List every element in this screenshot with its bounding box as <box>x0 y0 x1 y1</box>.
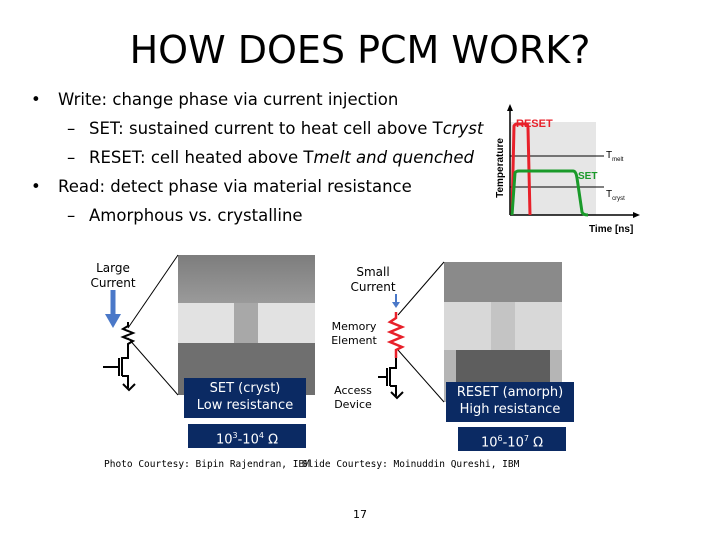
subbullet-set-tcryst: cryst <box>442 119 484 138</box>
access-device-label: Access Device <box>334 384 372 411</box>
reset-res-unit: Ω <box>528 435 544 451</box>
set-caption <box>184 378 306 418</box>
set-res-base: 10 <box>215 432 233 448</box>
set-caption-line1: SET (cryst) <box>209 381 281 396</box>
reset-resistor-symbol <box>390 312 402 358</box>
set-caption-line2: Low resistance <box>196 398 294 413</box>
reset-caption <box>446 382 574 422</box>
subbullet-set-text: SET: sustained current to heat cell above T <box>89 119 443 138</box>
large-current-label: Large Current <box>90 261 136 290</box>
photo-credit: Photo Courtesy: Bipin Rajendran, IBM <box>104 459 310 470</box>
reset-circuit <box>378 292 428 402</box>
set-transistor-symbol <box>103 350 128 388</box>
set-res-exp2: 4 <box>258 431 264 440</box>
dash-marker: – <box>67 148 76 167</box>
reset-resistance-range <box>458 427 566 451</box>
bullet-marker: • <box>31 90 41 109</box>
slide-credit: Slide Courtesy: Moinuddin Qureshi, IBM <box>302 459 520 470</box>
slide-title: HOW DOES PCM WORK? <box>129 28 591 72</box>
reset-res-mid: -10 <box>502 435 524 451</box>
subbullet-reset-tmelt: melt and quenched <box>313 148 474 167</box>
set-label: SET <box>578 171 598 182</box>
tmelt-sub: melt <box>612 157 624 163</box>
set-res-mid: -10 <box>237 432 259 448</box>
reset-label: RESET <box>516 118 553 130</box>
set-resistance-range <box>188 424 306 448</box>
reset-transistor-symbol <box>378 358 396 396</box>
bullet-marker: • <box>31 177 41 196</box>
graph-ylabel: Temperature <box>495 138 506 198</box>
tcryst-t: T <box>606 189 613 200</box>
set-res-exp1: 3 <box>232 431 238 440</box>
reset-caption-line1: RESET (amorph) <box>456 385 564 400</box>
set-resistor-symbol <box>123 322 133 350</box>
graph-xlabel: Time [ns] <box>589 224 634 235</box>
tmelt-t: T <box>606 150 613 161</box>
bullet-read-text: Read: detect phase via material resistance <box>58 177 412 196</box>
bullet-write-text: Write: change phase via current injection <box>58 90 399 109</box>
memory-element-label: Memory Element <box>331 320 377 347</box>
small-current-arrow-head <box>392 302 400 308</box>
reset-res-exp1: 6 <box>497 434 503 443</box>
set-res-unit: Ω <box>263 432 279 448</box>
subbullet-amorph-text: Amorphous vs. crystalline <box>89 206 303 225</box>
dash-marker: – <box>67 119 76 138</box>
reset-res-base: 10 <box>480 435 498 451</box>
page-number: 17 <box>353 508 367 521</box>
reset-res-exp2: 7 <box>523 434 529 443</box>
set-circuit <box>95 286 145 396</box>
reset-caption-line2: High resistance <box>459 402 561 417</box>
large-current-arrow-head <box>105 314 121 328</box>
dash-marker: – <box>67 206 76 225</box>
tcryst-sub: cryst <box>612 196 625 202</box>
small-current-label: Small Current <box>350 265 396 294</box>
subbullet-reset-text: RESET: cell heated above T <box>89 148 314 167</box>
